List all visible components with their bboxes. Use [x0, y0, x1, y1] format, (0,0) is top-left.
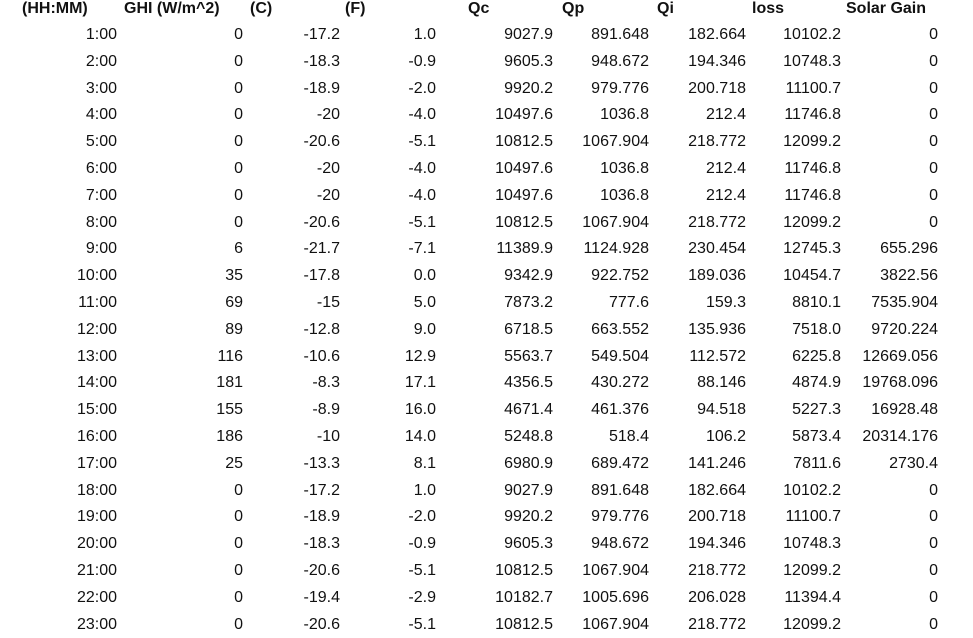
cell-temp-f: -2.0	[408, 508, 436, 526]
cell-solar-gain: 19768.096	[862, 374, 938, 392]
cell-ghi: 0	[234, 481, 243, 499]
cell-temp-c: -20	[316, 160, 340, 177]
cell-qc: 10182.7	[495, 588, 553, 606]
cell-qp: 1067.904	[582, 213, 649, 231]
cell-temp-f: 14.0	[404, 428, 436, 445]
cell-time: 19:00	[76, 508, 117, 526]
cell-ghi: 0	[234, 562, 243, 579]
cell-temp-f: -2.9	[408, 588, 436, 606]
cell-time: 21:00	[76, 562, 117, 579]
cell-qp: 979.776	[591, 508, 649, 526]
cell-qc: 5563.7	[504, 347, 553, 365]
cell-temp-f: 17.1	[404, 374, 436, 392]
cell-qi: 218.772	[688, 213, 746, 231]
cell-temp-c: -18.3	[303, 535, 340, 553]
cell-loss: 11746.8	[784, 106, 841, 124]
cell-temp-c: -20	[316, 106, 340, 124]
cell-time: 2:00	[85, 52, 117, 70]
cell-qp: 1124.928	[583, 240, 649, 258]
table-row	[0, 612, 973, 638]
cell-ghi: 0	[234, 213, 243, 231]
cell-qi: 212.4	[705, 186, 746, 204]
cell-solar-gain: 0	[929, 106, 938, 124]
cell-ghi: 186	[216, 428, 243, 445]
cell-solar-gain: 0	[929, 508, 938, 526]
cell-ghi: 0	[234, 535, 243, 553]
cell-temp-f: 16.0	[404, 401, 436, 419]
cell-ghi: 0	[234, 26, 243, 43]
cell-ghi: 25	[225, 454, 243, 472]
cell-ghi: 116	[217, 347, 243, 365]
cell-qi: 88.146	[697, 374, 746, 392]
cell-loss: 11746.8	[784, 186, 841, 204]
cell-qc: 10812.5	[495, 133, 553, 151]
cell-solar-gain: 0	[929, 133, 938, 151]
cell-qp: 1067.904	[582, 133, 649, 151]
cell-ghi: 0	[234, 160, 243, 177]
header-temp-f: (F)	[345, 0, 366, 17]
cell-temp-f: -4.0	[408, 160, 436, 177]
cell-temp-f: -5.1	[408, 562, 436, 579]
cell-temp-f: 0.0	[413, 267, 436, 285]
table-row	[0, 210, 973, 236]
cell-qp: 1005.696	[582, 588, 649, 606]
cell-qi: 106.2	[705, 428, 746, 445]
cell-time: 14:00	[76, 374, 117, 392]
cell-qi: 218.772	[688, 562, 746, 579]
cell-temp-c: -17.8	[303, 267, 340, 285]
cell-loss: 11100.7	[785, 79, 841, 97]
cell-loss: 10102.2	[783, 26, 841, 43]
cell-solar-gain: 7535.904	[871, 294, 938, 311]
cell-qi: 218.772	[688, 615, 746, 633]
cell-temp-c: -18.3	[303, 52, 340, 70]
cell-qi: 212.4	[705, 160, 746, 177]
cell-solar-gain: 3822.56	[880, 267, 938, 285]
table-row	[0, 531, 973, 557]
cell-qp: 461.376	[591, 401, 649, 419]
table-row	[0, 451, 973, 477]
cell-temp-c: -8.9	[312, 401, 340, 419]
cell-solar-gain: 655.296	[880, 240, 938, 258]
cell-temp-c: -19.4	[303, 588, 340, 606]
cell-loss: 10454.7	[783, 267, 841, 285]
cell-qp: 1036.8	[600, 160, 649, 177]
cell-solar-gain: 9720.224	[871, 320, 938, 338]
cell-temp-f: -4.0	[408, 186, 436, 204]
cell-qi: 212.4	[705, 106, 746, 124]
cell-qi: 135.936	[688, 320, 746, 338]
cell-temp-c: -15	[316, 294, 340, 311]
cell-qp: 1036.8	[600, 186, 649, 204]
cell-ghi: 181	[216, 374, 243, 392]
cell-qp: 430.272	[591, 374, 649, 392]
cell-ghi: 35	[225, 267, 243, 285]
cell-ghi: 0	[234, 615, 243, 633]
cell-ghi: 0	[234, 52, 243, 70]
cell-qc: 4671.4	[504, 401, 553, 419]
cell-temp-c: -21.7	[303, 240, 340, 258]
cell-qi: 159.3	[705, 294, 746, 311]
cell-qi: 194.346	[688, 52, 746, 70]
cell-qp: 777.6	[608, 294, 649, 311]
cell-qp: 663.552	[591, 320, 649, 338]
cell-temp-c: -12.8	[303, 320, 340, 338]
cell-loss: 12099.2	[783, 213, 841, 231]
cell-temp-c: -17.2	[303, 481, 340, 499]
cell-temp-f: -5.1	[408, 615, 436, 633]
cell-temp-c: -20	[316, 186, 340, 204]
cell-qp: 948.672	[591, 535, 649, 553]
cell-time: 8:00	[85, 213, 117, 231]
cell-qp: 518.4	[608, 428, 649, 445]
cell-solar-gain: 0	[929, 160, 938, 177]
header-loss: loss	[752, 0, 785, 17]
cell-qc: 9920.2	[504, 79, 553, 97]
cell-temp-f: 1.0	[413, 26, 436, 43]
cell-qi: 182.664	[688, 481, 746, 499]
cell-time: 3:00	[85, 79, 117, 97]
cell-solar-gain: 0	[929, 213, 938, 231]
cell-ghi: 0	[234, 106, 243, 124]
cell-qc: 9605.3	[504, 535, 553, 553]
cell-loss: 11100.7	[785, 508, 841, 526]
cell-loss: 12745.3	[783, 240, 841, 258]
table-row	[0, 558, 973, 584]
header-qc: Qc	[468, 0, 490, 17]
cell-time: 12:00	[76, 320, 117, 338]
cell-qp: 922.752	[591, 267, 649, 285]
cell-ghi: 69	[225, 294, 243, 311]
cell-temp-c: -20.6	[303, 562, 340, 579]
header-time: (HH:MM)	[22, 0, 88, 17]
cell-ghi: 0	[234, 508, 243, 526]
cell-time: 20:00	[76, 535, 117, 553]
cell-time: 23:00	[76, 615, 117, 633]
cell-solar-gain: 0	[929, 26, 938, 43]
cell-ghi: 6	[234, 240, 243, 258]
cell-ghi: 0	[234, 588, 243, 606]
cell-qi: 218.772	[688, 133, 746, 151]
table-row	[0, 290, 973, 316]
cell-qp: 1067.904	[582, 562, 649, 579]
cell-ghi: 0	[234, 133, 243, 151]
cell-temp-c: -18.9	[303, 508, 340, 526]
cell-loss: 12099.2	[783, 615, 841, 633]
cell-time: 9:00	[85, 240, 117, 258]
cell-qp: 549.504	[591, 347, 649, 365]
table-row	[0, 478, 973, 504]
table-header-row	[0, 0, 973, 22]
cell-qp: 689.472	[591, 454, 649, 472]
table-row	[0, 397, 973, 423]
table-row	[0, 183, 973, 209]
cell-temp-c: -18.9	[303, 79, 340, 97]
cell-ghi: 0	[234, 79, 243, 97]
cell-time: 7:00	[85, 186, 117, 204]
cell-loss: 5873.4	[792, 428, 841, 445]
cell-temp-f: -2.0	[408, 79, 436, 97]
table-row	[0, 49, 973, 75]
table-row	[0, 236, 973, 262]
cell-qp: 1067.904	[582, 615, 649, 633]
cell-qc: 6980.9	[504, 454, 553, 472]
table-row	[0, 424, 973, 450]
cell-temp-c: -10.6	[303, 347, 340, 365]
cell-time: 1:00	[85, 26, 117, 43]
cell-time: 18:00	[76, 481, 117, 499]
cell-qc: 10812.5	[495, 615, 553, 633]
cell-qc: 10497.6	[495, 106, 553, 124]
cell-temp-f: -0.9	[408, 535, 436, 553]
header-solar-gain: Solar Gain	[846, 0, 927, 17]
cell-qp: 891.648	[591, 26, 649, 43]
cell-temp-f: 9.0	[413, 320, 436, 338]
cell-time: 15:00	[76, 401, 117, 419]
cell-qi: 200.718	[688, 508, 746, 526]
cell-qi: 200.718	[688, 79, 746, 97]
cell-solar-gain: 12669.056	[862, 347, 938, 365]
cell-loss: 4874.9	[792, 374, 841, 392]
cell-temp-c: -8.3	[312, 374, 340, 392]
table-row	[0, 76, 973, 102]
header-temp-c: (C)	[250, 0, 273, 17]
table-row	[0, 344, 973, 370]
cell-loss: 11394.4	[784, 588, 841, 606]
cell-time: 13:00	[76, 347, 117, 365]
cell-qi: 189.036	[688, 267, 746, 285]
cell-time: 4:00	[85, 106, 117, 124]
cell-qc: 9342.9	[504, 267, 553, 285]
cell-time: 6:00	[85, 160, 117, 177]
cell-solar-gain: 20314.176	[862, 428, 938, 445]
cell-solar-gain: 0	[929, 615, 938, 633]
cell-loss: 6225.8	[792, 347, 841, 365]
cell-time: 10:00	[76, 267, 117, 285]
cell-qi: 182.664	[688, 26, 746, 43]
cell-solar-gain: 0	[929, 588, 938, 606]
cell-temp-f: -4.0	[408, 106, 436, 124]
cell-solar-gain: 0	[929, 481, 938, 499]
table-row	[0, 370, 973, 396]
cell-solar-gain: 0	[929, 79, 938, 97]
table-row	[0, 129, 973, 155]
cell-qc: 10497.6	[495, 160, 553, 177]
cell-temp-f: -5.1	[408, 133, 436, 151]
cell-qc: 9920.2	[504, 508, 553, 526]
table-row	[0, 156, 973, 182]
cell-temp-c: -10	[316, 428, 340, 445]
cell-qc: 4356.5	[504, 374, 553, 392]
cell-qc: 10812.5	[495, 213, 553, 231]
cell-solar-gain: 0	[929, 562, 938, 579]
cell-qc: 9605.3	[504, 52, 553, 70]
table-row	[0, 317, 973, 343]
cell-loss: 5227.3	[792, 401, 841, 419]
cell-loss: 11746.8	[784, 160, 841, 177]
cell-qi: 206.028	[688, 588, 746, 606]
cell-loss: 8810.1	[792, 294, 841, 311]
cell-time: 17:00	[76, 454, 117, 472]
cell-ghi: 0	[234, 186, 243, 204]
cell-qp: 1036.8	[600, 106, 649, 124]
cell-qc: 9027.9	[504, 481, 553, 499]
cell-solar-gain: 2730.4	[889, 454, 938, 472]
cell-temp-f: 1.0	[413, 481, 436, 499]
cell-temp-f: -5.1	[408, 213, 436, 231]
cell-temp-f: -7.1	[408, 240, 436, 258]
cell-temp-c: -20.6	[303, 615, 340, 633]
cell-qp: 948.672	[591, 52, 649, 70]
cell-qi: 112.572	[689, 347, 746, 365]
cell-temp-c: -17.2	[303, 26, 340, 43]
cell-qi: 94.518	[697, 401, 746, 419]
cell-time: 11:00	[78, 294, 117, 311]
cell-temp-f: -0.9	[408, 52, 436, 70]
cell-qc: 10812.5	[495, 562, 553, 579]
table-row	[0, 263, 973, 289]
table-row	[0, 504, 973, 530]
cell-solar-gain: 0	[929, 186, 938, 204]
cell-temp-c: -13.3	[303, 454, 340, 472]
cell-qc: 5248.8	[504, 428, 553, 445]
cell-qc: 9027.9	[504, 26, 553, 43]
cell-qp: 979.776	[591, 79, 649, 97]
cell-time: 22:00	[76, 588, 117, 606]
cell-loss: 7811.6	[793, 454, 841, 472]
cell-ghi: 155	[216, 401, 243, 419]
table-row	[0, 22, 973, 48]
cell-qi: 194.346	[688, 535, 746, 553]
cell-temp-f: 5.0	[413, 294, 436, 311]
cell-temp-c: -20.6	[303, 213, 340, 231]
header-ghi: GHI (W/m^2)	[124, 0, 220, 17]
table-row	[0, 102, 973, 128]
cell-qc: 11389.9	[496, 240, 553, 258]
cell-temp-f: 12.9	[404, 347, 436, 365]
cell-solar-gain: 16928.48	[871, 401, 938, 419]
cell-qc: 10497.6	[495, 186, 553, 204]
cell-loss: 10748.3	[783, 52, 841, 70]
cell-temp-c: -20.6	[303, 133, 340, 151]
cell-loss: 12099.2	[783, 562, 841, 579]
cell-temp-f: 8.1	[413, 454, 436, 472]
cell-time: 16:00	[76, 428, 117, 445]
table-row	[0, 585, 973, 611]
cell-qc: 6718.5	[504, 320, 553, 338]
cell-qp: 891.648	[591, 481, 649, 499]
header-qi: Qi	[657, 0, 674, 17]
cell-loss: 10748.3	[783, 535, 841, 553]
cell-loss: 12099.2	[783, 133, 841, 151]
cell-solar-gain: 0	[929, 535, 938, 553]
cell-qi: 230.454	[688, 240, 746, 258]
cell-loss: 7518.0	[792, 320, 841, 338]
cell-loss: 10102.2	[783, 481, 841, 499]
cell-ghi: 89	[225, 320, 243, 338]
cell-qi: 141.246	[688, 454, 746, 472]
cell-time: 5:00	[85, 133, 117, 151]
cell-qc: 7873.2	[504, 294, 553, 311]
header-qp: Qp	[562, 0, 585, 17]
cell-solar-gain: 0	[929, 52, 938, 70]
